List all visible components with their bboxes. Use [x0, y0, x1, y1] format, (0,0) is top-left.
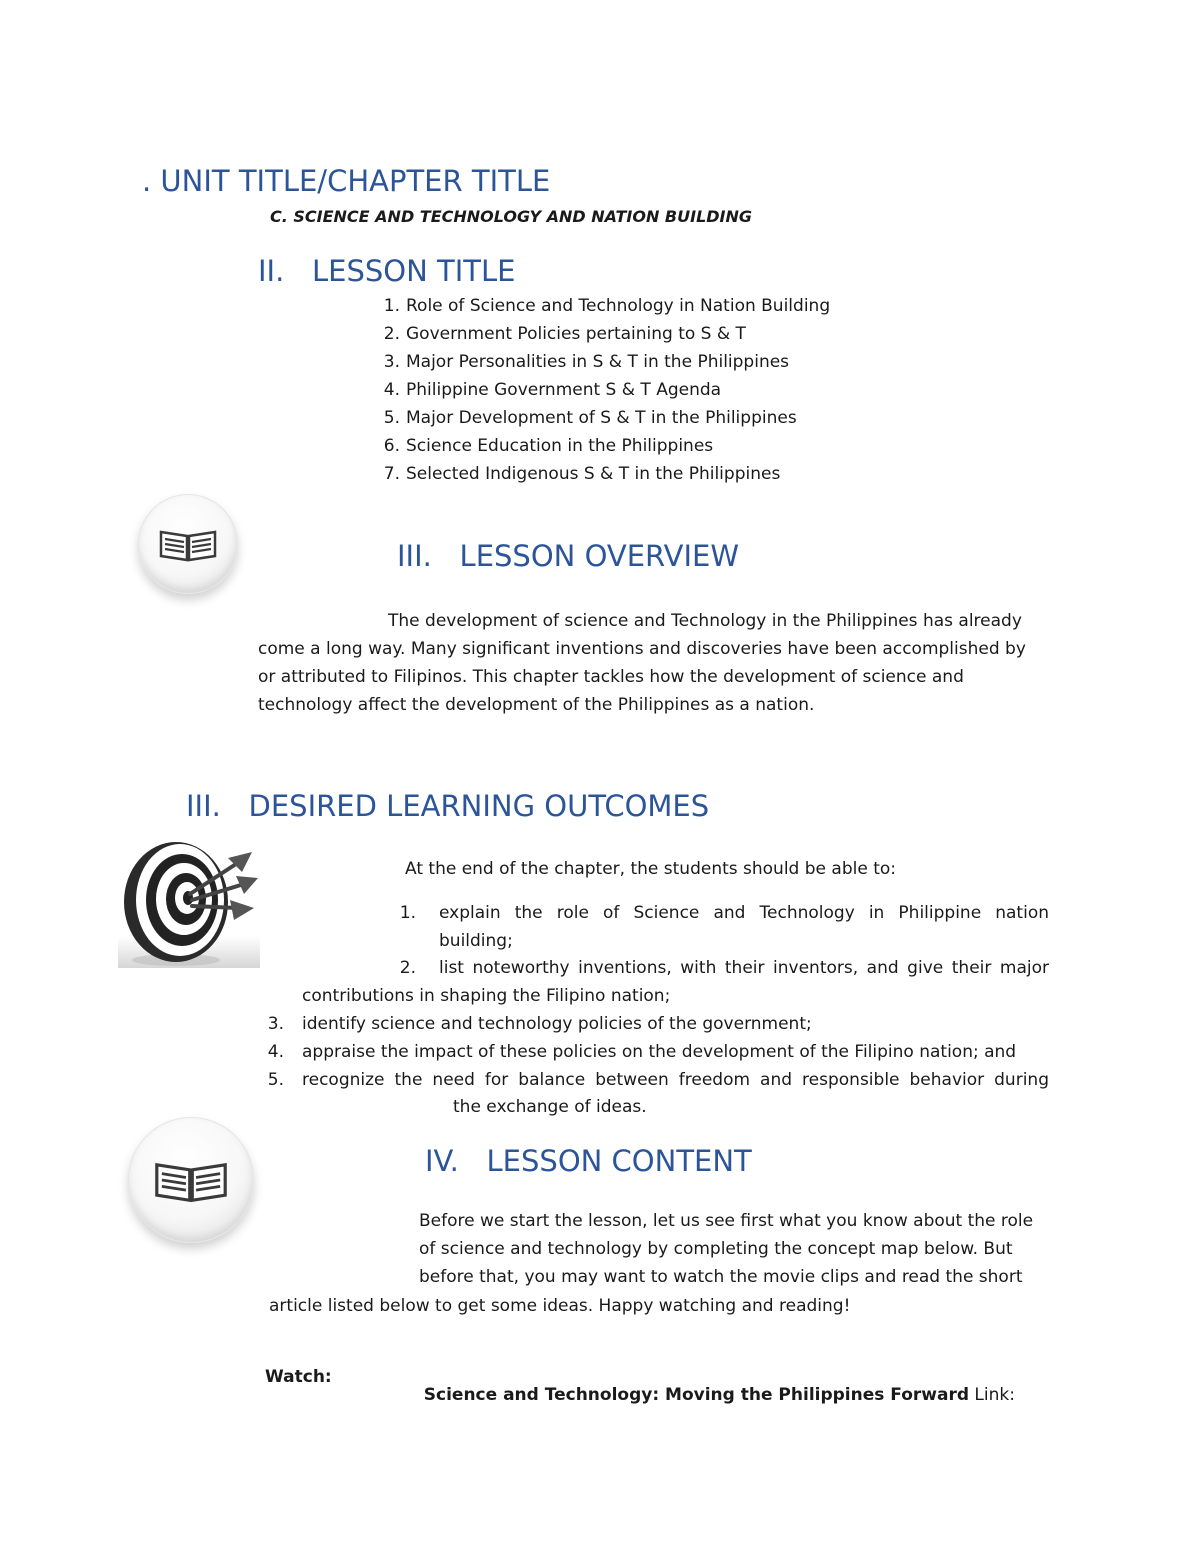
list-item: 5. Major Development of S & T in the Philippines: [383, 408, 797, 428]
chapter-subtitle: C. SCIENCE AND TECHNOLOGY AND NATION BUILDING: [270, 207, 753, 226]
lesson-overview-heading: III. LESSON OVERVIEW: [397, 539, 739, 573]
list-item-continuation: contributions in shaping the Filipino nation;: [302, 986, 671, 1006]
list-item-number: 1.: [399, 903, 416, 923]
open-book-icon: [128, 1117, 254, 1243]
dartboard-target-icon: [118, 836, 260, 968]
outcomes-intro: At the end of the chapter, the students should be able to:: [405, 859, 896, 879]
list-item-continuation: the exchange of ideas.: [453, 1097, 647, 1117]
watch-title: Science and Technology: Moving the Philippines Forward: [423, 1385, 970, 1405]
list-item: 2. Government Policies pertaining to S & T: [383, 324, 746, 344]
list-item: appraise the impact of these policies on the development of the Filipino nation; and: [302, 1042, 1017, 1062]
list-item: identify science and technology policies of the government;: [302, 1014, 812, 1034]
open-book-icon: [138, 494, 238, 594]
list-item: explain the role of Science and Technology in Philippine nation: [439, 903, 1049, 923]
outcomes-heading: III. DESIRED LEARNING OUTCOMES: [186, 789, 710, 823]
unit-heading: . UNIT TITLE/CHAPTER TITLE: [142, 164, 551, 198]
list-item: recognize the need for balance between freedom and responsible behavior during: [302, 1070, 1049, 1090]
list-item: list noteworthy inventions, with their inventors, and give their major: [439, 958, 1049, 978]
list-item: 3. Major Personalities in S & T in the Philippines: [383, 352, 790, 372]
list-item: 1. Role of Science and Technology in Nation Building: [383, 296, 831, 316]
list-item-number: 5.: [267, 1070, 284, 1090]
lesson-content-heading: IV. LESSON CONTENT: [425, 1144, 752, 1178]
lesson-title-heading: II. LESSON TITLE: [258, 254, 516, 288]
watch-link-label: Link:: [969, 1385, 1015, 1405]
list-item: 6. Science Education in the Philippines: [383, 436, 714, 456]
list-item-number: 3.: [267, 1014, 284, 1034]
lesson-title-list: [378, 296, 898, 492]
list-item: 7. Selected Indigenous S & T in the Philippines: [383, 464, 781, 484]
list-item-continuation: building;: [439, 931, 513, 951]
list-item: 4. Philippine Government S & T Agenda: [383, 380, 722, 400]
list-item-number: 2.: [399, 958, 416, 978]
list-item-number: 4.: [267, 1042, 284, 1062]
watch-label: Watch:: [265, 1367, 332, 1387]
